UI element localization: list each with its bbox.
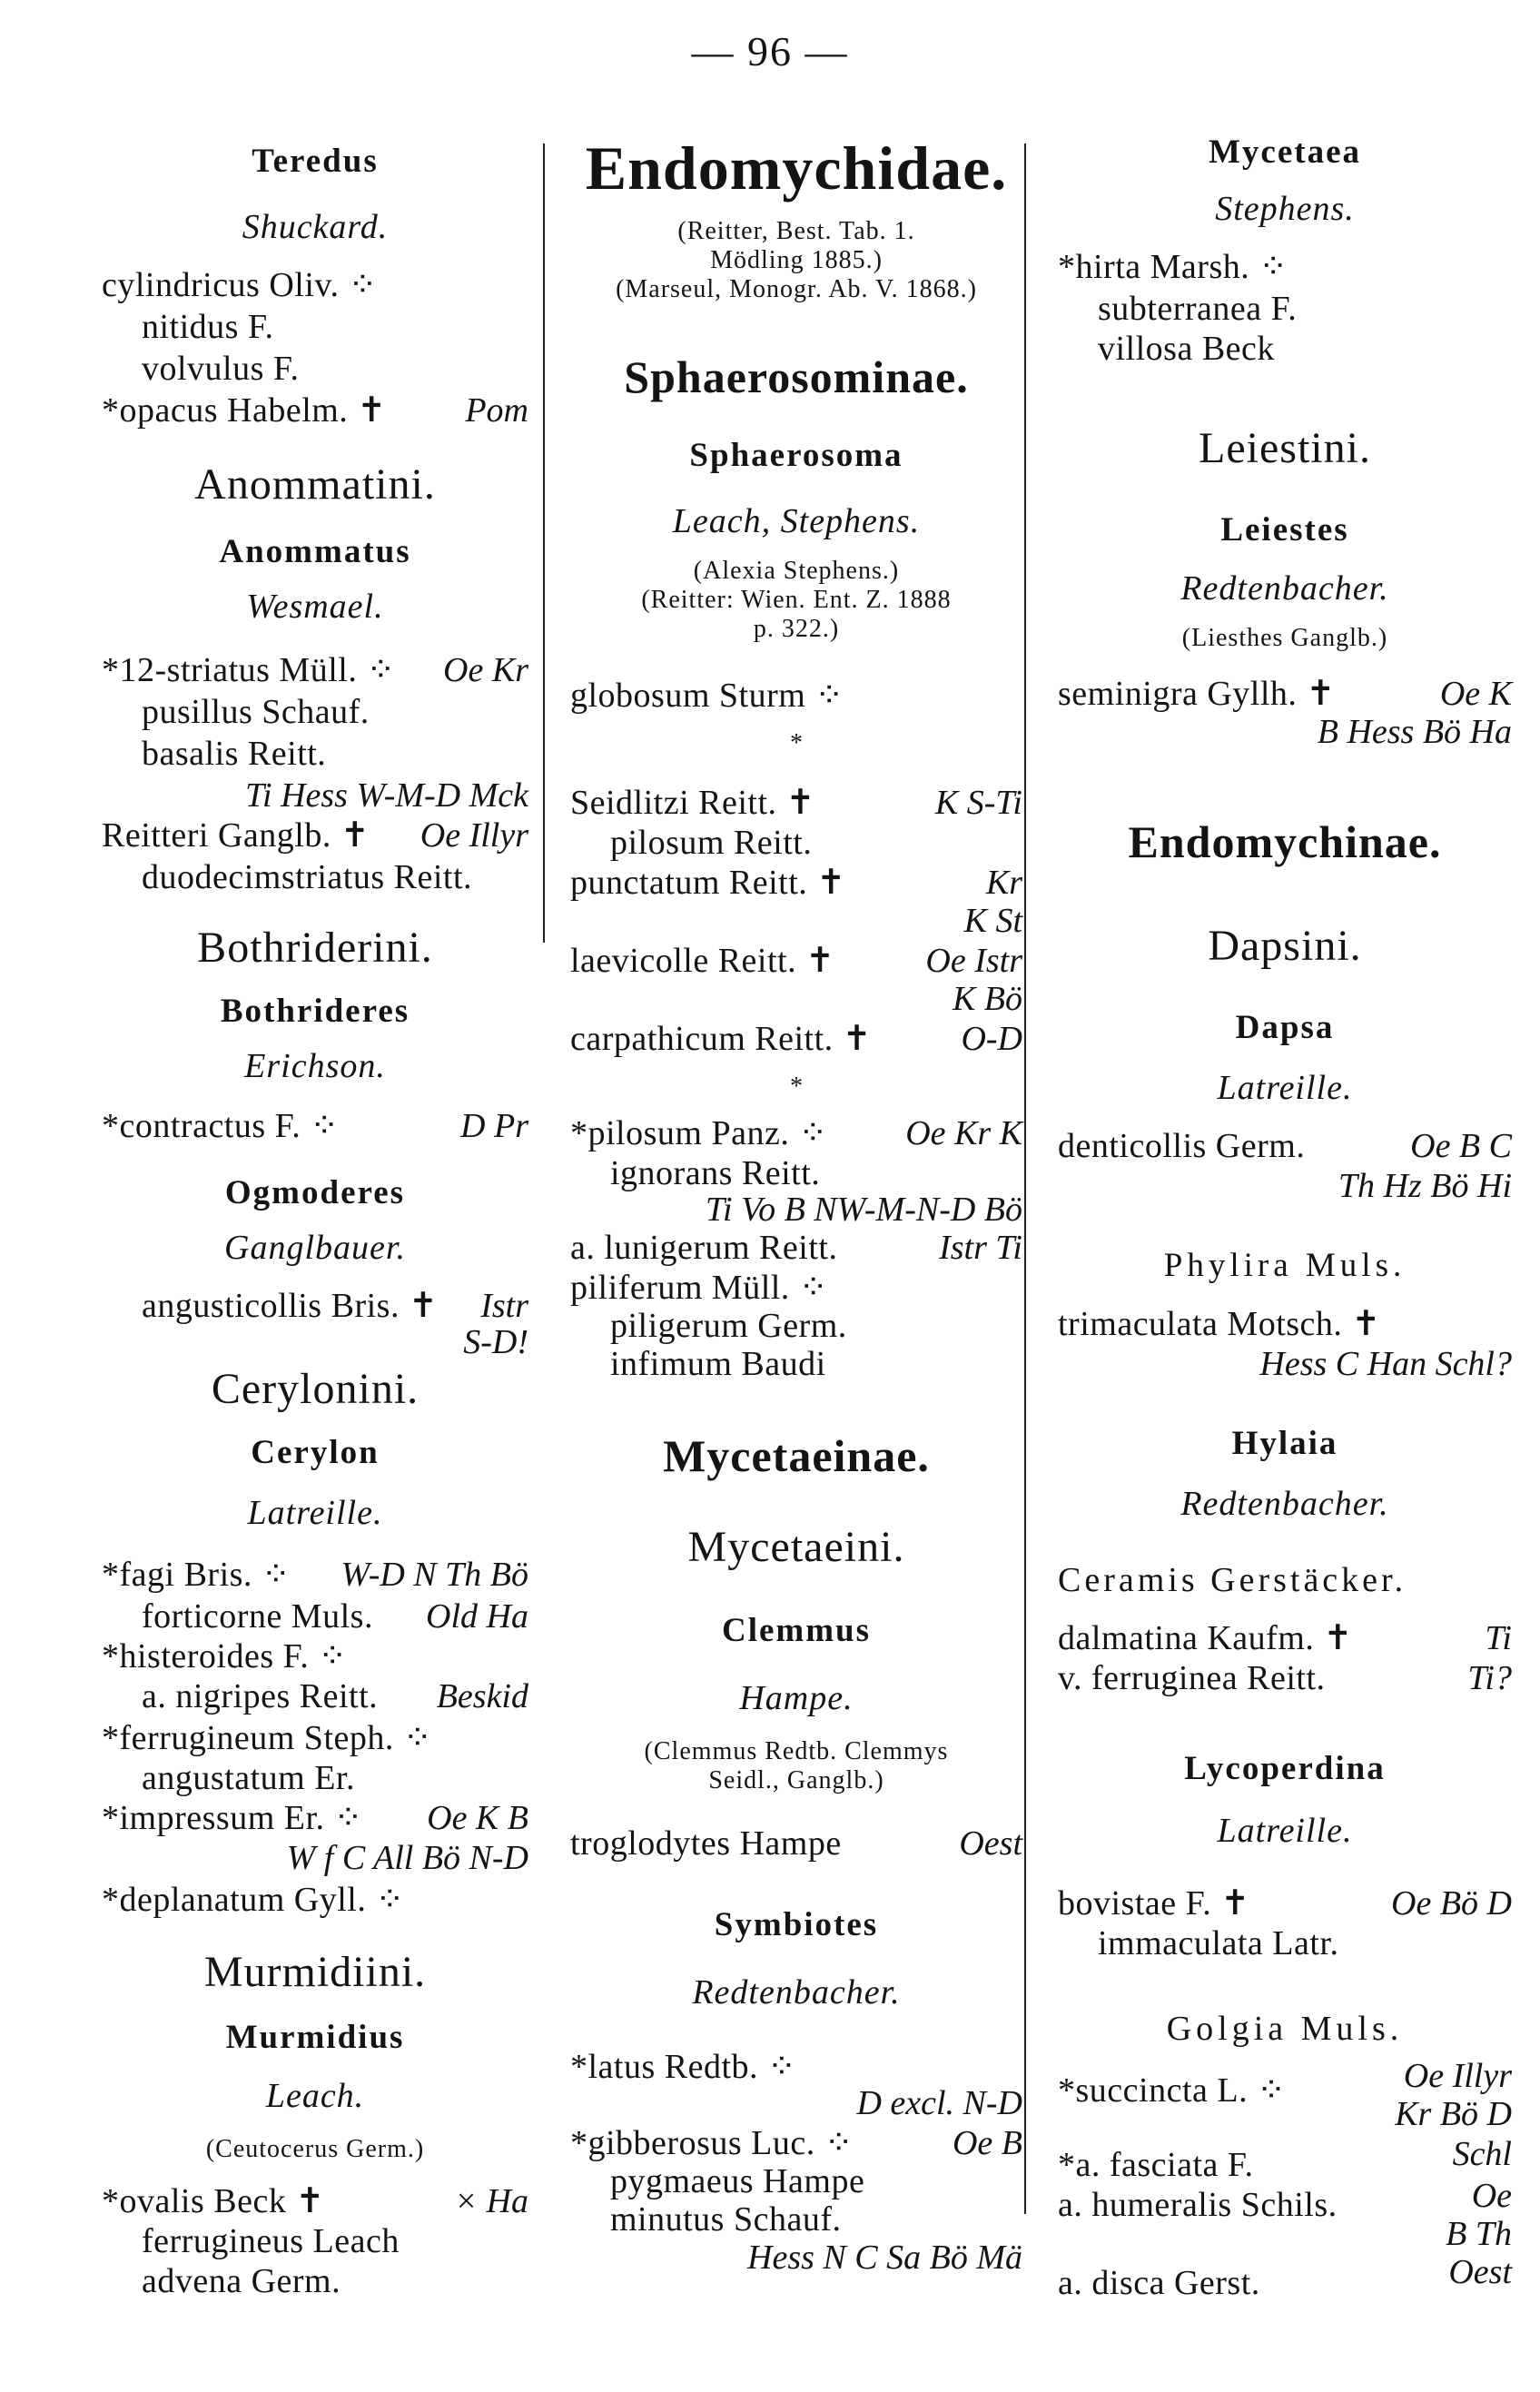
species-entry: piliferum Müll. ⁘ bbox=[570, 1269, 829, 1307]
species-entry: volvulus F. bbox=[142, 350, 300, 388]
distribution: Istr Ti bbox=[939, 1229, 1022, 1267]
subfamily-heading: Mycetaeinae. bbox=[663, 1430, 930, 1481]
genus-lycoperdina: Lycoperdina bbox=[1184, 1750, 1386, 1787]
distribution: Oe B C bbox=[1410, 1127, 1512, 1165]
genus-author: Leach. bbox=[265, 2077, 365, 2115]
distribution: Beskid bbox=[436, 1677, 528, 1715]
species-entry: immaculata Latr. bbox=[1098, 1924, 1339, 1962]
species-entry: advena Germ. bbox=[142, 2262, 341, 2300]
reference-note: Mödling 1885.) bbox=[710, 246, 883, 274]
synonym-note: (Reitter: Wien. Ent. Z. 1888 bbox=[641, 586, 952, 614]
species-entry: troglodytes Hampe bbox=[570, 1824, 842, 1863]
synonym-note: (Liesthes Ganglb.) bbox=[1181, 624, 1388, 652]
genus-author: Wesmael. bbox=[246, 588, 384, 626]
species-entry: *pilosum Panz. ⁘ bbox=[570, 1114, 828, 1152]
genus-author: Erichson. bbox=[244, 1047, 386, 1085]
genus-author: Latreille. bbox=[1217, 1069, 1353, 1107]
species-entry: *gibberosus Luc. ⁘ bbox=[570, 2124, 854, 2162]
synonym-note: p. 322.) bbox=[753, 615, 840, 643]
distribution: Oe bbox=[1471, 2177, 1512, 2215]
distribution: Istr bbox=[480, 1287, 528, 1325]
species-entry: a. lunigerum Reitt. bbox=[570, 1229, 838, 1267]
distribution: Th Hz Bö Hi bbox=[1338, 1167, 1512, 1205]
species-entry: *contractus F. ⁘ bbox=[102, 1107, 340, 1145]
distribution: W-D N Th Bö bbox=[341, 1556, 528, 1594]
species-entry: v. ferruginea Reitt. bbox=[1058, 1659, 1326, 1697]
distribution: Pom bbox=[465, 391, 528, 430]
synonym-note: Seidl., Ganglb.) bbox=[708, 1766, 884, 1794]
synonym-note: (Clemmus Redtb. Clemmys bbox=[644, 1737, 949, 1765]
species-entry: ignorans Reitt. bbox=[610, 1154, 821, 1192]
distribution: Ti? bbox=[1467, 1659, 1512, 1697]
distribution: Oe Bö D bbox=[1391, 1884, 1512, 1922]
tribe-heading: Leiestini. bbox=[1199, 424, 1371, 472]
distribution: Oe Illyr bbox=[420, 816, 528, 855]
page-number: — 96 — bbox=[691, 28, 849, 74]
species-entry: *latus Redtb. ⁘ bbox=[570, 2048, 797, 2086]
distribution: Kr bbox=[985, 864, 1022, 902]
species-entry: *ferrugineum Steph. ⁘ bbox=[102, 1719, 433, 1757]
genus-sphaerosoma: Sphaerosoma bbox=[689, 437, 903, 474]
species-entry: Reitteri Ganglb. ✝ bbox=[102, 816, 370, 855]
tribe-heading: Murmidiini. bbox=[203, 1948, 427, 1996]
species-entry: pilosum Reitt. bbox=[610, 824, 813, 862]
distribution: K St bbox=[963, 902, 1022, 940]
species-entry: a. humeralis Schils. bbox=[1058, 2186, 1338, 2224]
genus-mycetaea: Mycetaea bbox=[1208, 133, 1361, 171]
species-entry: forticorne Muls. bbox=[142, 1597, 373, 1636]
distribution: K Bö bbox=[952, 980, 1022, 1018]
tribe-heading: Bothriderini. bbox=[197, 924, 433, 972]
distribution: Kr Bö D bbox=[1395, 2095, 1512, 2133]
distribution: Ti bbox=[1485, 1619, 1512, 1657]
species-entry: *hirta Marsh. ⁘ bbox=[1058, 248, 1288, 286]
reference-note: (Marseul, Monogr. Ab. V. 1868.) bbox=[616, 275, 977, 303]
species-entry: villosa Beck bbox=[1098, 330, 1275, 368]
distribution: B Hess Bö Ha bbox=[1317, 713, 1512, 751]
section-star: * bbox=[790, 729, 803, 757]
species-entry: pusillus Schauf. bbox=[142, 693, 370, 731]
species-entry: nitidus F. bbox=[142, 308, 274, 346]
genus-ceramis: Ceramis Gerstäcker. bbox=[1058, 1561, 1407, 1599]
species-entry: *fagi Bris. ⁘ bbox=[102, 1556, 291, 1594]
species-entry: angustatum Er. bbox=[142, 1759, 355, 1797]
species-entry: *histeroides F. ⁘ bbox=[102, 1637, 348, 1675]
distribution: Oe K B bbox=[427, 1799, 528, 1837]
distribution: Oe Kr K bbox=[905, 1114, 1022, 1152]
distribution: Oe K bbox=[1439, 675, 1512, 713]
genus-cerylon: Cerylon bbox=[251, 1434, 380, 1471]
distribution: B Th bbox=[1446, 2215, 1512, 2253]
distribution: Oe B bbox=[952, 2124, 1022, 2162]
genus-author: Redtenbacher. bbox=[692, 1973, 901, 2011]
genus-author: Shuckard. bbox=[242, 208, 389, 246]
tribe-heading: Dapsini. bbox=[1208, 922, 1362, 970]
genus-golgia: Golgia Muls. bbox=[1166, 2010, 1404, 2048]
species-entry: pygmaeus Hampe bbox=[610, 2162, 865, 2200]
column-middle bbox=[570, 134, 1022, 2356]
species-entry: seminigra Gyllh. ✝ bbox=[1058, 675, 1336, 713]
genus-bothrideres: Bothrideres bbox=[220, 993, 410, 1030]
genus-murmidius: Murmidius bbox=[225, 2019, 405, 2056]
genus-phylira: Phylira Muls. bbox=[1163, 1247, 1407, 1284]
species-entry: bovistae F. ✝ bbox=[1058, 1884, 1250, 1922]
species-entry: dalmatina Kaufm. ✝ bbox=[1058, 1619, 1353, 1657]
genus-ogmoderes: Ogmoderes bbox=[224, 1174, 406, 1211]
species-entry: Seidlitzi Reitt. ✝ bbox=[570, 784, 815, 822]
tribe-heading: Anommatini. bbox=[194, 460, 436, 509]
genus-teredus: Teredus bbox=[252, 143, 379, 180]
genus-leiestes: Leiestes bbox=[1220, 511, 1349, 549]
distribution: S-D! bbox=[463, 1323, 528, 1361]
species-entry: *a. fasciata F. bbox=[1058, 2146, 1254, 2184]
synonym-note: (Ceutocerus Germ.) bbox=[205, 2135, 425, 2163]
genus-author: Redtenbacher. bbox=[1180, 569, 1389, 608]
column-divider-right bbox=[1024, 143, 1026, 2214]
distribution: Oe Illyr bbox=[1403, 2057, 1512, 2095]
species-entry: *deplanatum Gyll. ⁘ bbox=[102, 1881, 405, 1919]
distribution: Hess C Han Schl? bbox=[1259, 1345, 1512, 1383]
genus-author: Latreille. bbox=[1217, 1812, 1353, 1850]
distribution: D Pr bbox=[460, 1107, 528, 1145]
distribution: × Ha bbox=[454, 2182, 528, 2220]
tribe-heading: Cerylonini. bbox=[211, 1365, 420, 1413]
species-entry: basalis Reitt. bbox=[142, 735, 327, 773]
subfamily-heading: Endomychinae. bbox=[1128, 816, 1442, 867]
species-entry: globosum Sturm ⁘ bbox=[570, 677, 844, 715]
distribution: K S-Ti bbox=[934, 784, 1022, 822]
species-entry: cylindricus Oliv. ⁘ bbox=[102, 266, 378, 304]
genus-symbiotes: Symbiotes bbox=[714, 1906, 879, 1943]
genus-anommatus: Anommatus bbox=[219, 533, 411, 570]
distribution: Old Ha bbox=[426, 1597, 528, 1636]
family-heading: Endomychidae. bbox=[585, 133, 1008, 203]
species-entry: *opacus Habelm. ✝ bbox=[102, 391, 387, 430]
species-entry: subterranea F. bbox=[1098, 290, 1298, 328]
species-entry: punctatum Reitt. ✝ bbox=[570, 864, 846, 902]
species-entry: *ovalis Beck ✝ bbox=[102, 2182, 325, 2220]
species-entry: a. disca Gerst. bbox=[1058, 2264, 1260, 2302]
distribution: Oe Kr bbox=[443, 651, 528, 689]
genus-author: Redtenbacher. bbox=[1180, 1485, 1389, 1523]
species-entry: *12-striatus Müll. ⁘ bbox=[102, 651, 396, 689]
genus-author: Latreille. bbox=[247, 1494, 383, 1532]
distribution: Ti Hess W-M-D Mck bbox=[244, 776, 528, 815]
section-star: * bbox=[790, 1072, 803, 1101]
tribe-heading: Mycetaeini. bbox=[687, 1523, 905, 1571]
species-entry: minutus Schauf. bbox=[610, 2200, 842, 2239]
synonym-note: (Alexia Stephens.) bbox=[693, 557, 900, 585]
genus-author: Stephens. bbox=[1215, 190, 1355, 228]
genus-author: Hampe. bbox=[739, 1679, 854, 1717]
genus-clemmus: Clemmus bbox=[721, 1612, 872, 1649]
species-entry: carpathicum Reitt. ✝ bbox=[570, 1020, 873, 1058]
species-entry: duodecimstriatus Reitt. bbox=[142, 858, 473, 896]
species-entry: *succincta L. ⁘ bbox=[1058, 2071, 1287, 2110]
species-entry: a. nigripes Reitt. bbox=[142, 1677, 379, 1715]
column-right bbox=[1058, 134, 1512, 2356]
species-entry: ferrugineus Leach bbox=[142, 2222, 400, 2260]
species-entry: denticollis Germ. bbox=[1058, 1127, 1306, 1165]
distribution: Hess N C Sa Bö Mä bbox=[747, 2239, 1022, 2277]
species-entry: trimaculata Motsch. ✝ bbox=[1058, 1305, 1381, 1343]
distribution: D excl. N-D bbox=[856, 2084, 1022, 2122]
species-entry: *impressum Er. ⁘ bbox=[102, 1799, 363, 1837]
subfamily-heading: Sphaerosominae. bbox=[624, 351, 969, 402]
column-left bbox=[102, 134, 528, 2356]
distribution: Schl bbox=[1452, 2135, 1512, 2173]
distribution: W f C All Bö N-D bbox=[286, 1839, 528, 1877]
species-entry: piligerum Germ. bbox=[610, 1307, 847, 1345]
genus-author: Ganglbauer. bbox=[224, 1229, 406, 1267]
distribution: Ti Vo B NW-M-N-D Bö bbox=[705, 1191, 1022, 1229]
distribution: Oest bbox=[1448, 2253, 1512, 2291]
genus-dapsa: Dapsa bbox=[1235, 1009, 1335, 1046]
species-entry: angusticollis Bris. ✝ bbox=[142, 1287, 439, 1325]
genus-author: Leach, Stephens. bbox=[672, 502, 921, 540]
species-entry: infimum Baudi bbox=[610, 1345, 826, 1383]
distribution: Oest bbox=[959, 1824, 1022, 1863]
column-divider-left bbox=[543, 143, 545, 943]
distribution: O-D bbox=[961, 1020, 1022, 1058]
species-entry: laevicolle Reitt. ✝ bbox=[570, 942, 835, 980]
genus-hylaia: Hylaia bbox=[1231, 1425, 1338, 1462]
reference-note: (Reitter, Best. Tab. 1. bbox=[677, 217, 915, 245]
distribution: Oe Istr bbox=[925, 942, 1022, 980]
